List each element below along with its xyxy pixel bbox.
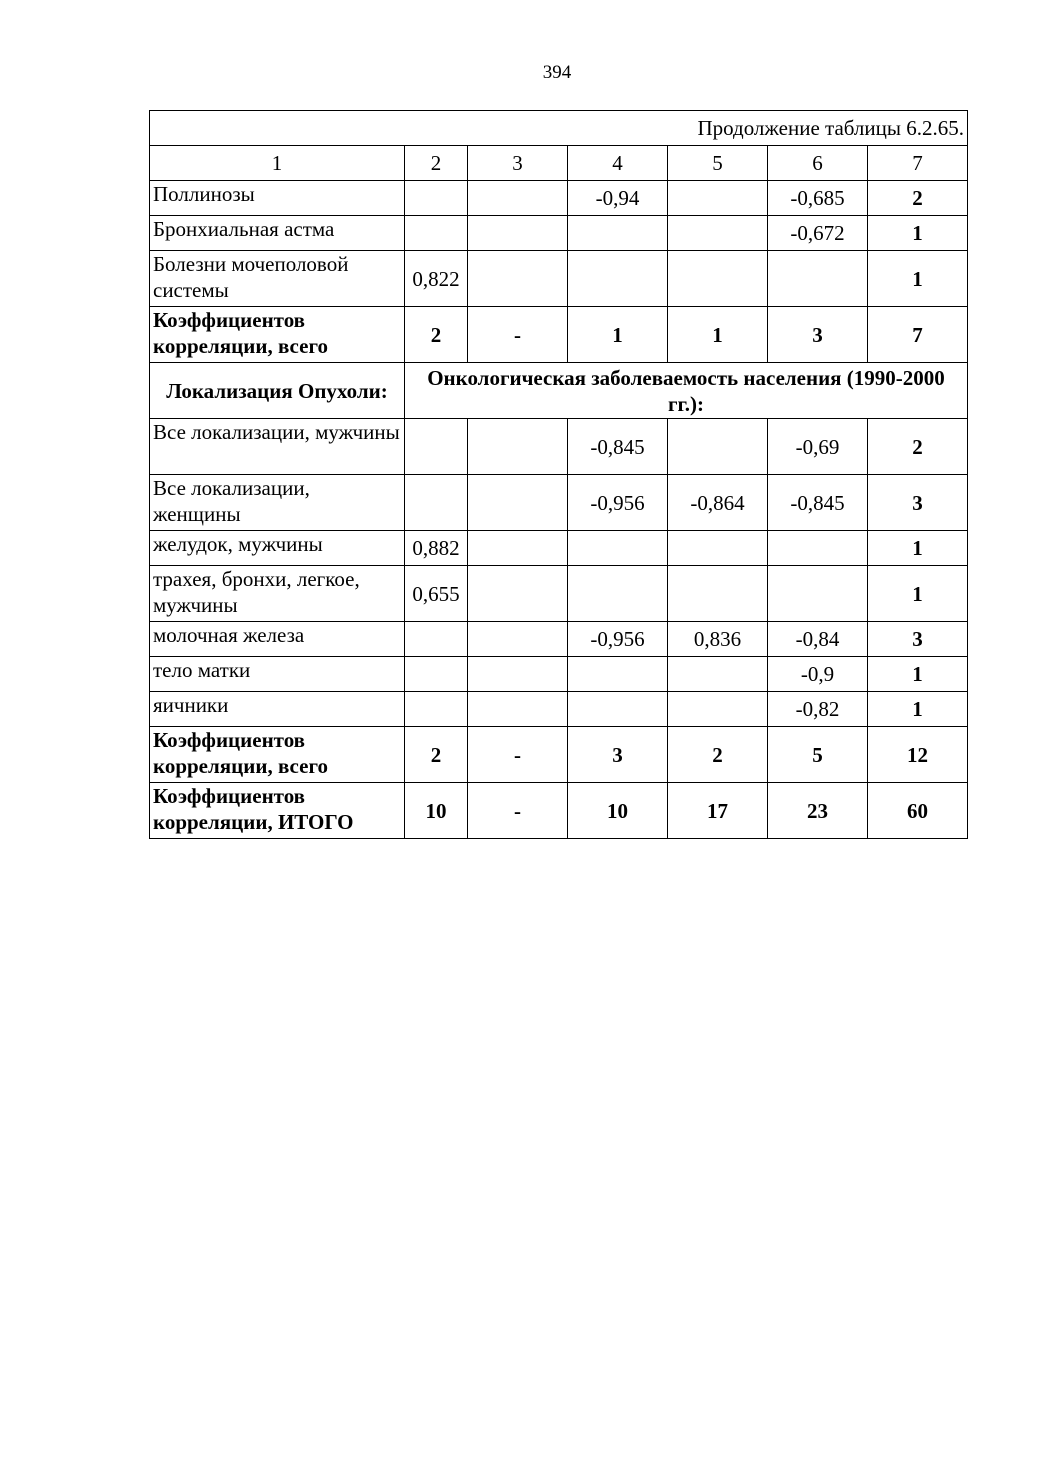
column-number-row <box>150 146 968 181</box>
row-count: 3 <box>868 475 968 531</box>
table-cell <box>568 657 668 692</box>
table-cell <box>468 181 568 216</box>
section-label: Локализация Опухоли: <box>150 363 405 419</box>
row-count: 2 <box>868 419 968 475</box>
subtotal-row <box>150 307 968 363</box>
row-count: 1 <box>868 251 968 307</box>
table-cell: -0,845 <box>568 419 668 475</box>
row-count: 1 <box>868 566 968 622</box>
table-cell <box>768 566 868 622</box>
table-cell <box>768 531 868 566</box>
row-count: 2 <box>868 181 968 216</box>
table-cell <box>468 657 568 692</box>
table-cell <box>468 566 568 622</box>
column-number: 3 <box>468 146 568 181</box>
table-cell <box>668 419 768 475</box>
table-caption: Продолжение таблицы 6.2.65. <box>150 111 968 146</box>
table-cell: -0,864 <box>668 475 768 531</box>
caption-row <box>150 111 968 146</box>
row-count: 1 <box>868 657 968 692</box>
row-label: Бронхиальная астма <box>150 216 405 251</box>
section-header-row <box>150 363 968 419</box>
table-cell <box>405 692 468 727</box>
table-cell: 2 <box>668 727 768 783</box>
table-cell <box>405 622 468 657</box>
row-label: Все локализации, мужчины <box>150 419 405 475</box>
table-row <box>150 657 968 692</box>
subtotal-row <box>150 727 968 783</box>
table-cell: -0,845 <box>768 475 868 531</box>
row-label: трахея, бронхи, легкое, мужчины <box>150 566 405 622</box>
table-cell <box>468 475 568 531</box>
table-row <box>150 692 968 727</box>
table-cell: 0,655 <box>405 566 468 622</box>
table-cell: 3 <box>568 727 668 783</box>
row-label: Поллинозы <box>150 181 405 216</box>
table-cell: 0,822 <box>405 251 468 307</box>
row-label: Коэффициентов корреляции, всего <box>150 307 405 363</box>
table-cell <box>568 251 668 307</box>
table-cell <box>768 251 868 307</box>
column-number: 2 <box>405 146 468 181</box>
table-cell: -0,84 <box>768 622 868 657</box>
row-count: 12 <box>868 727 968 783</box>
table-cell: -0,94 <box>568 181 668 216</box>
table-cell: - <box>468 307 568 363</box>
table-cell <box>468 419 568 475</box>
total-row <box>150 783 968 839</box>
column-number: 4 <box>568 146 668 181</box>
table-row <box>150 181 968 216</box>
row-label: желудок, мужчины <box>150 531 405 566</box>
row-count: 7 <box>868 307 968 363</box>
table-cell <box>468 622 568 657</box>
table-cell <box>668 181 768 216</box>
table-cell <box>405 419 468 475</box>
table-cell: -0,956 <box>568 475 668 531</box>
row-label: тело матки <box>150 657 405 692</box>
table-cell <box>468 692 568 727</box>
table-row <box>150 475 968 531</box>
column-number: 5 <box>668 146 768 181</box>
table-cell: -0,685 <box>768 181 868 216</box>
table-cell <box>668 566 768 622</box>
table-cell: 0,836 <box>668 622 768 657</box>
table-cell <box>668 531 768 566</box>
table-cell: -0,956 <box>568 622 668 657</box>
table-cell: 23 <box>768 783 868 839</box>
table-cell <box>405 475 468 531</box>
column-number: 7 <box>868 146 968 181</box>
row-label: молочная железа <box>150 622 405 657</box>
page-number: 394 <box>542 62 572 83</box>
table-cell: 10 <box>568 783 668 839</box>
table-row <box>150 566 968 622</box>
table-cell: 2 <box>405 307 468 363</box>
table-cell <box>568 692 668 727</box>
table-cell: 10 <box>405 783 468 839</box>
table-cell: - <box>468 727 568 783</box>
table-cell <box>568 531 668 566</box>
row-count: 1 <box>868 216 968 251</box>
row-label: яичники <box>150 692 405 727</box>
table-cell <box>468 531 568 566</box>
row-count: 3 <box>868 622 968 657</box>
table-cell <box>468 251 568 307</box>
table-cell <box>468 216 568 251</box>
table-cell <box>405 657 468 692</box>
table-cell <box>668 216 768 251</box>
row-label: Коэффициентов корреляции, всего <box>150 727 405 783</box>
row-count: 1 <box>868 531 968 566</box>
table-row <box>150 419 968 475</box>
table-row <box>150 622 968 657</box>
correlation-table <box>149 110 968 839</box>
table-cell: 17 <box>668 783 768 839</box>
table-cell <box>568 566 668 622</box>
table-cell <box>668 692 768 727</box>
column-number: 6 <box>768 146 868 181</box>
table-row <box>150 251 968 307</box>
table-cell: 5 <box>768 727 868 783</box>
table-cell: - <box>468 783 568 839</box>
table-cell <box>668 251 768 307</box>
section-title: Онкологическая заболеваемость населения (1990-2000 гг.): <box>405 363 968 419</box>
table-cell <box>405 181 468 216</box>
table-cell: 2 <box>405 727 468 783</box>
row-count: 1 <box>868 692 968 727</box>
table-cell <box>668 657 768 692</box>
table-cell: 0,882 <box>405 531 468 566</box>
table-cell: -0,672 <box>768 216 868 251</box>
table-cell <box>405 216 468 251</box>
row-count: 60 <box>868 783 968 839</box>
table-row <box>150 216 968 251</box>
table-cell: 1 <box>568 307 668 363</box>
row-label: Болезни мочеполовой системы <box>150 251 405 307</box>
table-cell <box>568 216 668 251</box>
table-cell: -0,9 <box>768 657 868 692</box>
table-cell: 3 <box>768 307 868 363</box>
table-cell: -0,82 <box>768 692 868 727</box>
row-label: Все локализации, женщины <box>150 475 405 531</box>
table-row <box>150 531 968 566</box>
column-number: 1 <box>150 146 405 181</box>
table-cell: -0,69 <box>768 419 868 475</box>
table-cell: 1 <box>668 307 768 363</box>
row-label: Коэффициентов корреляции, ИТОГО <box>150 783 405 839</box>
